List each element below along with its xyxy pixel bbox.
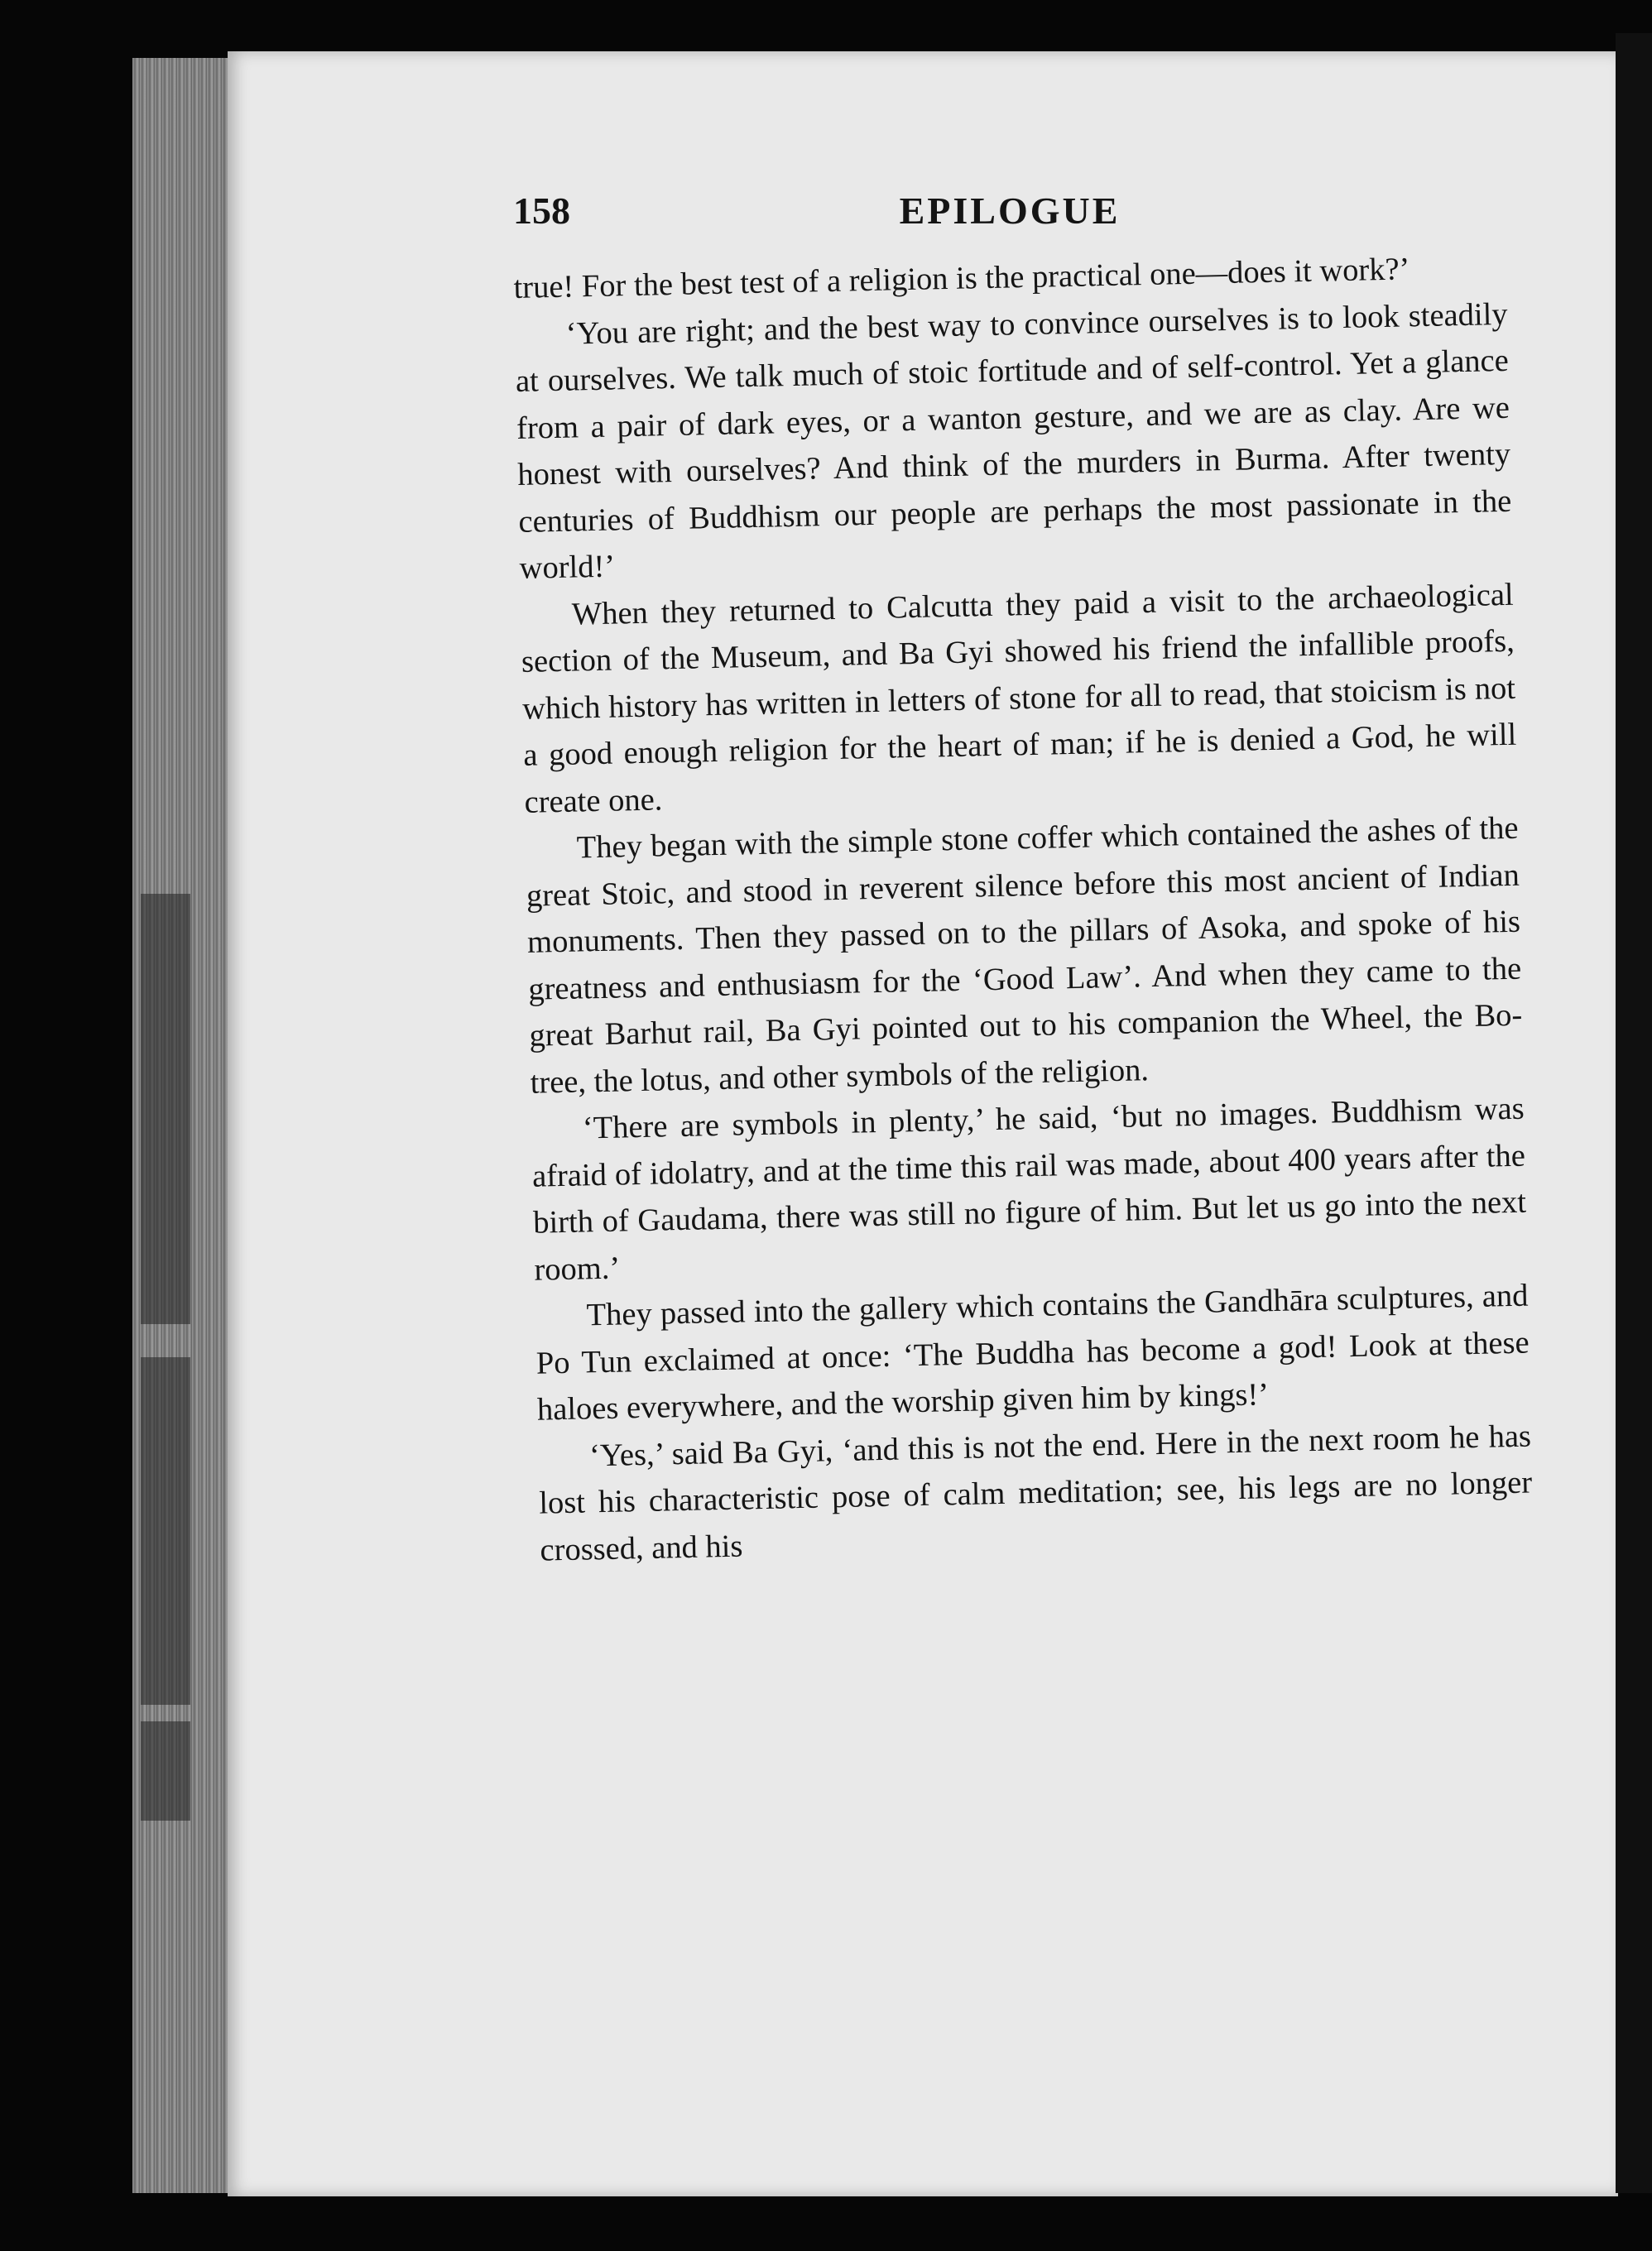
- paragraph: ‘There are symbols in plenty,’ he said, ‘but no images. Buddhism was afraid of idolatry, and at the time this rail was made, about 400 years after the birth of Gaudama, there was still no figure of him. But let us go into the next room.’: [531, 1091, 1527, 1288]
- paragraph: They began with the simple stone coffer which contained the ashes of the great Stoic, and stood in reverent silence before this most ancient of Indian monuments. Then they passed on to the pillars of Asoka, and spoke of his greatness and enthusiasm for the ‘Good Law’. And when they came to the great Barhut rail, Ba Gyi pointed out to his companion the Wheel, the Bo-tree, the lotus, and other symbols of the religion.: [526, 810, 1523, 1101]
- paragraph: true! For the best test of a religion is the practical one—does it work?’: [513, 252, 1410, 305]
- chapter-title: EPILOGUE: [899, 190, 1121, 232]
- paragraph: ‘Yes,’ said Ba Gyi, ‘and this is not the end. Here in the next room he has lost his characteristic pose of calm meditation; see, his legs are no longer crossed, and his: [538, 1418, 1533, 1568]
- edge-mark: [141, 1357, 190, 1705]
- edge-mark: [141, 1721, 190, 1821]
- paragraph: When they returned to Calcutta they paid a visit to the archaeological section of the Museum, and Ba Gyi showed his friend the infallible proofs, which history has written in letters of stone for all to read, that stoicism is not a good enough religion for the heart of man; if he is denied a God, he will create one.: [521, 577, 1517, 820]
- right-border: [1616, 33, 1652, 2193]
- body-text: [513, 244, 1534, 1574]
- edge-mark: [141, 894, 190, 1324]
- paragraph: ‘You are right; and the best way to convince ourselves is to look steadily at ourselves. We talk much of stoic fortitude and of self-control. Yet a glance from a pair of dark eyes, or a wanton gesture, and we are as clay. Are we honest with ourselves? And think of the murders in Burma. After twenty centuries of Buddhism our people are perhaps the most passionate in the world!’: [515, 296, 1512, 586]
- page-number: 158: [513, 190, 570, 232]
- paragraph: They passed into the gallery which contains the Gandhāra sculptures, and Po Tun exclaimed at once: ‘The Buddha has become a god! Look at these haloes everywhere, and the worship given him by kings!’: [535, 1278, 1530, 1428]
- running-head: [513, 189, 1506, 255]
